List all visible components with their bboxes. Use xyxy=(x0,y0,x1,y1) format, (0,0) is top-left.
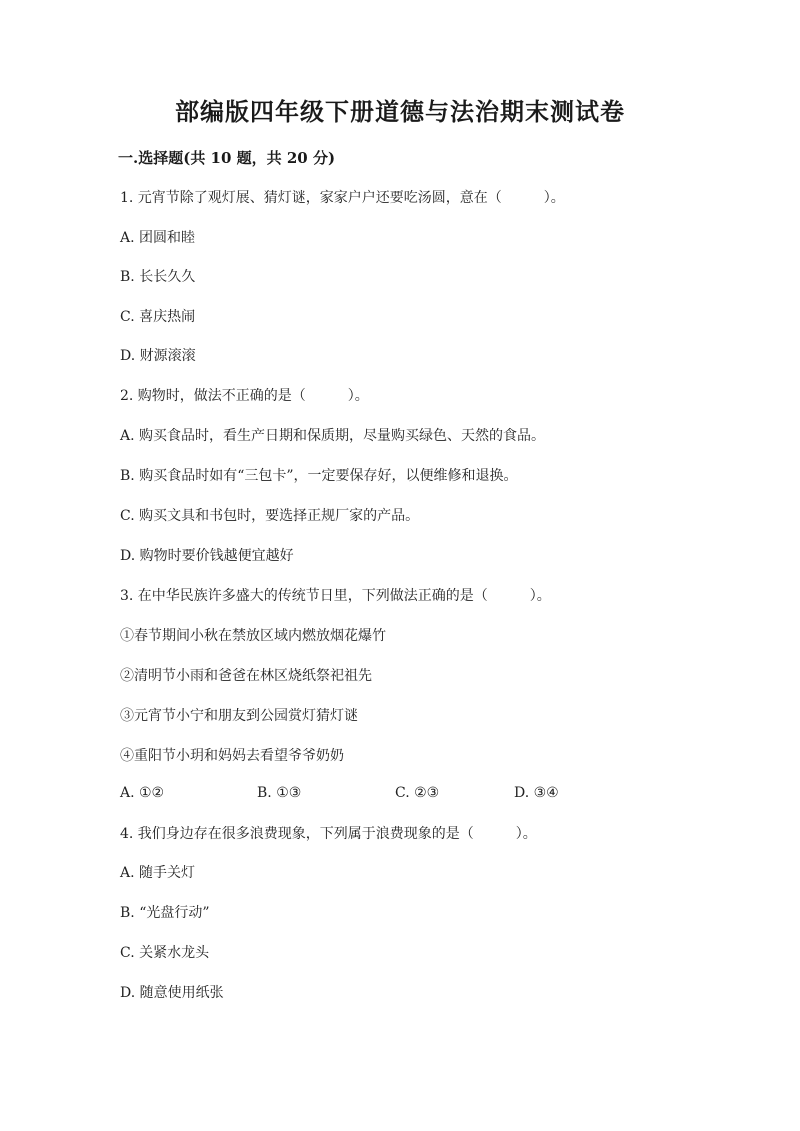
question-1-stem: 1. 元宵节除了观灯展、猜灯谜，家家户户还要吃汤圆，意在（ ）。 xyxy=(120,190,565,206)
question-3-option-b: B. ①③ xyxy=(257,785,302,801)
question-1-option-b: B. 长长久久 xyxy=(120,269,196,285)
question-3-statement-4: ④重阳节小玥和妈妈去看望爷爷奶奶 xyxy=(120,748,344,764)
question-1-option-a: A. 团圆和睦 xyxy=(120,230,196,246)
question-3-option-a: A. ①② xyxy=(120,785,165,801)
question-1-option-c: C. 喜庆热闹 xyxy=(120,309,196,325)
question-4-stem: 4. 我们身边存在很多浪费现象，下列属于浪费现象的是（ ）。 xyxy=(120,826,537,842)
question-3-statement-1: ①春节期间小秋在禁放区域内燃放烟花爆竹 xyxy=(120,628,386,644)
question-2-option-a: A. 购买食品时，看生产日期和保质期，尽量购买绿色、天然的食品。 xyxy=(120,428,546,444)
question-3-statement-2: ②清明节小雨和爸爸在林区烧纸祭祀祖先 xyxy=(120,668,372,684)
question-4-option-b: B. “光盘行动” xyxy=(120,905,210,921)
question-2-stem: 2. 购物时，做法不正确的是（ ）。 xyxy=(120,388,369,404)
question-3-options-row xyxy=(120,785,680,805)
question-4-option-d: D. 随意使用纸张 xyxy=(120,985,224,1001)
section-heading: 一.选择题(共 10 题，共 20 分) xyxy=(118,149,336,167)
question-1-option-d: D. 财源滚滚 xyxy=(120,348,196,364)
page-title: 部编版四年级下册道德与法治期末测试卷 xyxy=(175,97,625,126)
question-3-statement-3: ③元宵节小宁和朋友到公园赏灯猜灯谜 xyxy=(120,708,358,724)
question-4-option-a: A. 随手关灯 xyxy=(120,865,196,881)
question-3-option-c: C. ②③ xyxy=(395,785,440,801)
question-3-option-d: D. ③④ xyxy=(514,785,559,801)
question-4-option-c: C. 关紧水龙头 xyxy=(120,945,210,961)
question-2-option-b: B. 购买食品时如有“三包卡”，一定要保存好，以便维修和退换。 xyxy=(120,468,518,484)
question-3-stem: 3. 在中华民族许多盛大的传统节日里，下列做法正确的是（ ）。 xyxy=(120,588,551,604)
question-2-option-c: C. 购买文具和书包时，要选择正规厂家的产品。 xyxy=(120,508,420,524)
question-2-option-d: D. 购物时要价钱越便宜越好 xyxy=(120,548,294,564)
